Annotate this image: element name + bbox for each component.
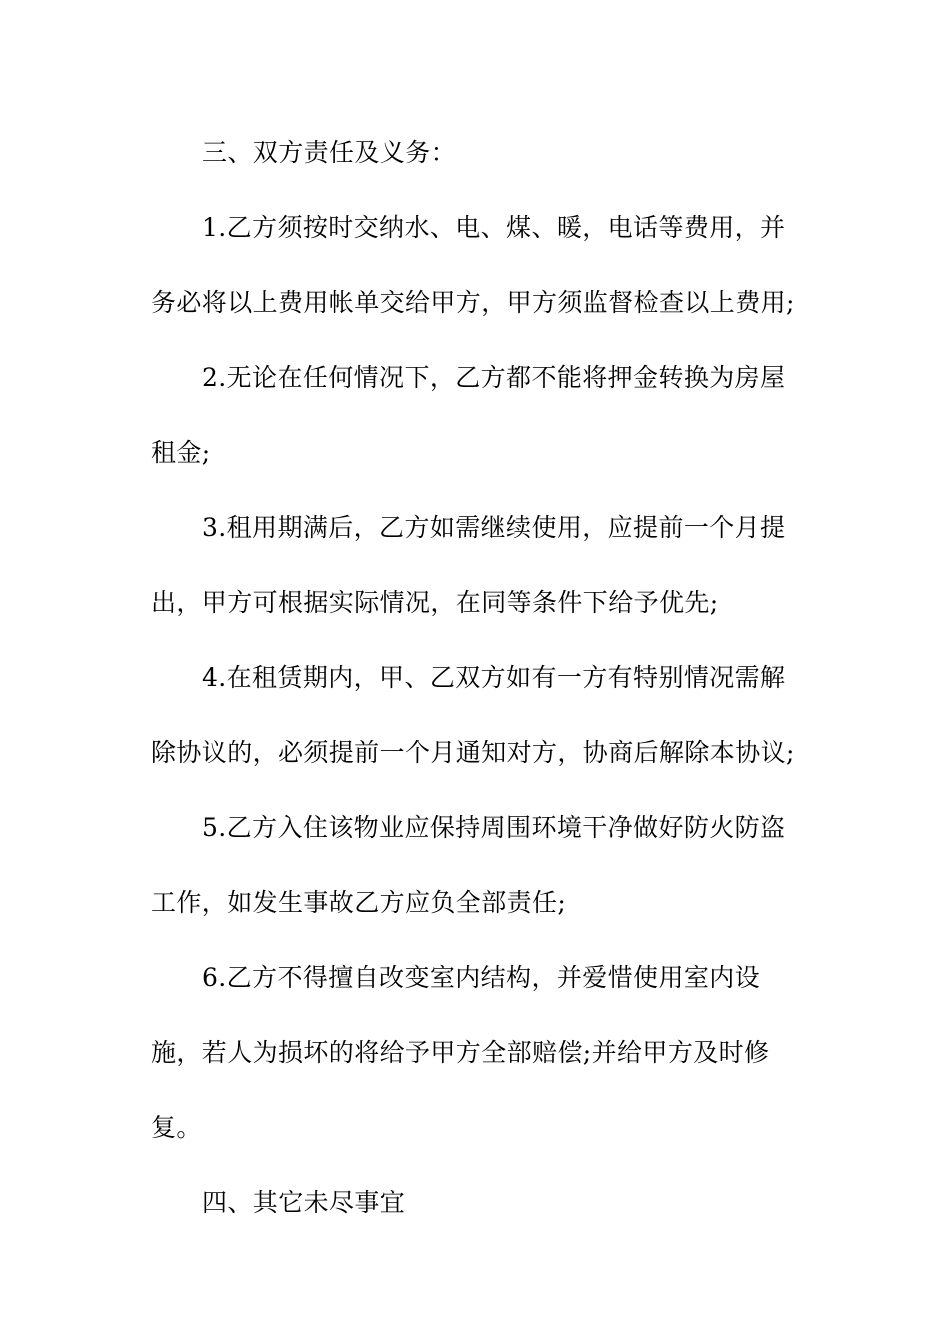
paragraph-line: 4.在租赁期内，甲、乙双方如有一方有特别情况需解: [202, 663, 786, 692]
paragraph-line: 务必将以上费用帐单交给甲方，甲方须监督检查以上费用;: [151, 288, 795, 317]
paragraph-line: 3.租用期满后，乙方如需继续使用，应提前一个月提: [202, 513, 786, 542]
paragraph-line: 除协议的，必须提前一个月通知对方，协商后解除本协议;: [151, 738, 795, 767]
paragraph-line: 1.乙方须按时交纳水、电、煤、暖，电话等费用，并: [202, 213, 786, 242]
paragraph-line: 复。: [151, 1113, 202, 1142]
section-heading-other-matters: 四、其它未尽事宜: [202, 1188, 406, 1217]
paragraph-line: 2.无论在任何情况下，乙方都不能将押金转换为房屋: [202, 363, 786, 392]
paragraph-line: 施，若人为损坏的将给予甲方全部赔偿;并给甲方及时修: [151, 1038, 770, 1067]
paragraph-line: 6.乙方不得擅自改变室内结构，并爱惜使用室内设: [202, 963, 761, 992]
section-heading-responsibilities: 三、双方责任及义务：: [202, 138, 457, 167]
paragraph-line: 5.乙方入住该物业应保持周围环境干净做好防火防盗: [202, 813, 786, 842]
paragraph-line: 工作，如发生事故乙方应负全部责任;: [151, 888, 567, 917]
paragraph-line: 租金;: [151, 438, 211, 467]
document-body: [151, 128, 801, 1253]
paragraph-line: 出，甲方可根据实际情况，在同等条件下给予优先;: [151, 588, 719, 617]
